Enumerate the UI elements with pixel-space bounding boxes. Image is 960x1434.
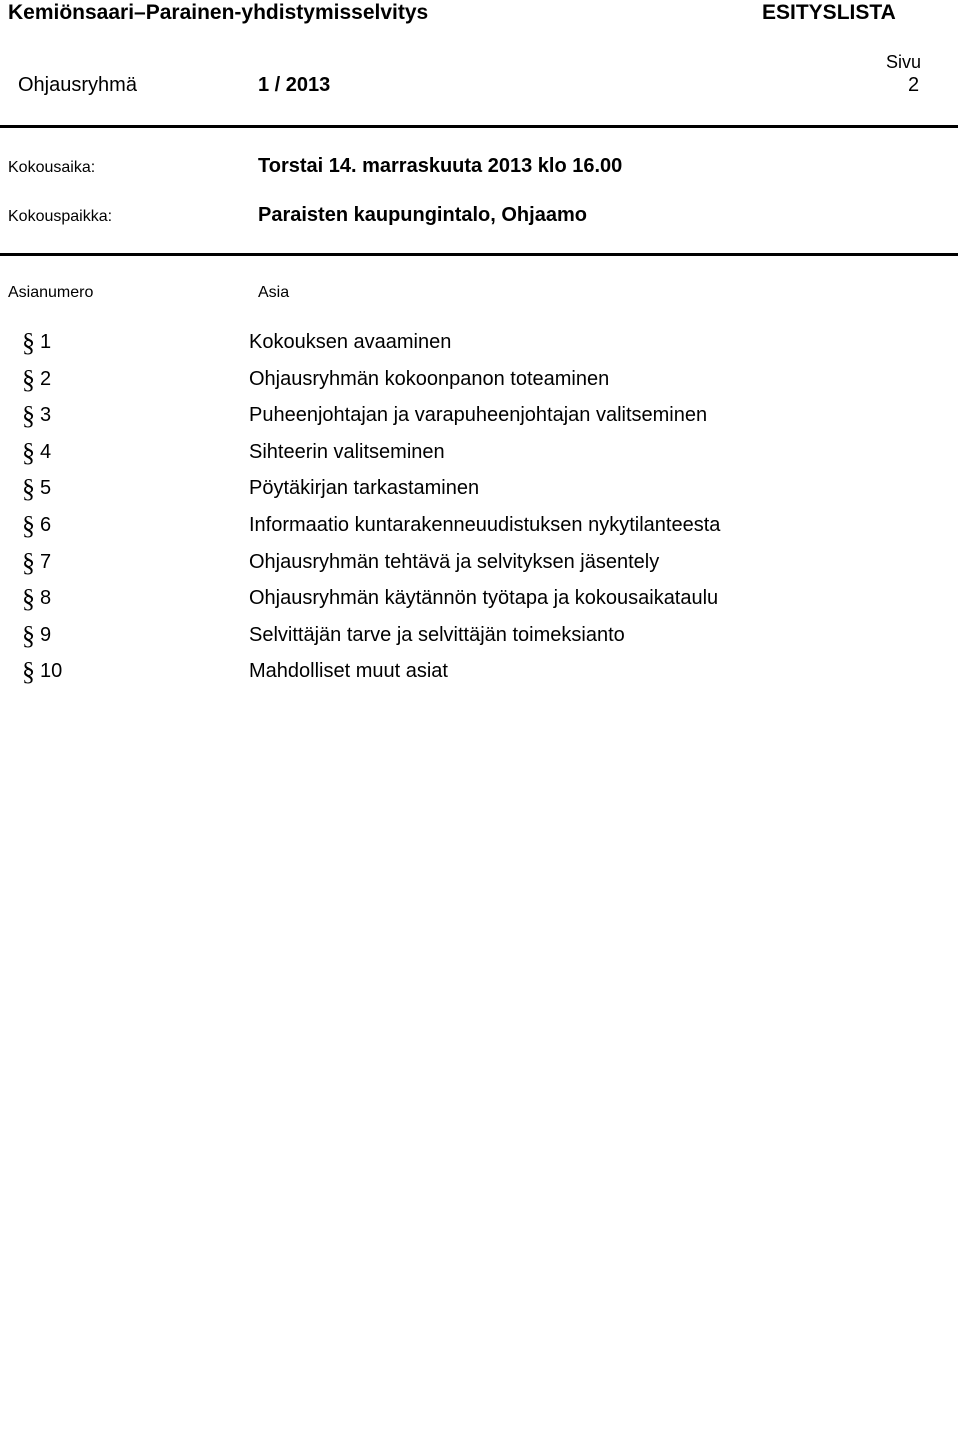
meeting-place-label: Kokouspaikka: <box>8 208 113 225</box>
column-header-subject: Asia <box>258 284 290 301</box>
list-item <box>0 657 960 694</box>
agenda-item-number: 3 <box>40 404 52 427</box>
section-symbol: § <box>22 364 35 394</box>
meeting-time-label: Kokousaika: <box>8 159 96 176</box>
meeting-number: 1 / 2013 <box>258 74 331 96</box>
document-title: Kemiönsaari–Parainen-yhdistymisselvitys <box>8 1 429 24</box>
list-item <box>0 621 960 658</box>
page-number: 2 <box>908 74 920 96</box>
meeting-time-value: Torstai 14. marraskuuta 2013 klo 16.00 <box>258 155 623 177</box>
agenda-item-subject: Kokouksen avaaminen <box>249 331 452 353</box>
agenda-item-subject: Puheenjohtajan ja varapuheenjohtajan valitseminen <box>249 404 708 427</box>
agenda-item-number: 5 <box>40 477 52 500</box>
agenda-list <box>0 328 960 694</box>
agenda-item-subject: Sihteerin valitseminen <box>249 440 445 463</box>
list-item <box>0 584 960 621</box>
meeting-info-divider <box>0 253 958 256</box>
header-divider <box>0 125 958 128</box>
page-label: Sivu <box>886 52 922 72</box>
agenda-item-subject: Pöytäkirjan tarkastaminen <box>249 477 480 500</box>
column-header-number: Asianumero <box>8 284 94 301</box>
list-item <box>0 548 960 585</box>
section-symbol: § <box>22 474 35 504</box>
agenda-item-number: 8 <box>40 587 52 610</box>
agenda-item-subject: Selvittäjän tarve ja selvittäjän toimeksianto <box>249 623 625 646</box>
list-item <box>0 438 960 475</box>
section-symbol: § <box>22 547 35 577</box>
agenda-item-subject: Ohjausryhmän kokoonpanon toteaminen <box>249 367 610 390</box>
section-symbol: § <box>22 657 35 687</box>
agenda-item-number: 4 <box>40 440 52 463</box>
section-symbol: § <box>22 584 35 614</box>
meeting-place-value: Paraisten kaupungintalo, Ohjaamo <box>258 204 587 226</box>
section-symbol: § <box>22 328 35 357</box>
agenda-item-number: 1 <box>40 331 52 353</box>
agenda-item-subject: Ohjausryhmän käytännön työtapa ja kokousaikataulu <box>249 587 719 610</box>
section-symbol: § <box>22 620 35 650</box>
agenda-item-subject: Ohjausryhmän tehtävä ja selvityksen jäsentely <box>249 550 660 573</box>
list-item <box>0 511 960 548</box>
agenda-item-subject: Informaatio kuntarakenneuudistuksen nykytilanteesta <box>249 513 721 536</box>
document-type: ESITYSLISTA <box>762 1 896 24</box>
list-item <box>0 401 960 438</box>
list-item <box>0 474 960 511</box>
section-symbol: § <box>22 437 35 467</box>
list-item <box>0 328 960 365</box>
agenda-item-number: 6 <box>40 513 52 536</box>
agenda-item-subject: Mahdolliset muut asiat <box>249 660 448 683</box>
section-symbol: § <box>22 510 35 540</box>
agenda-item-number: 10 <box>40 660 63 683</box>
group-name: Ohjausryhmä <box>18 74 137 96</box>
agenda-item-number: 9 <box>40 623 52 646</box>
list-item <box>0 365 960 402</box>
agenda-item-number: 2 <box>40 367 52 390</box>
agenda-item-number: 7 <box>40 550 52 573</box>
section-symbol: § <box>22 401 35 431</box>
